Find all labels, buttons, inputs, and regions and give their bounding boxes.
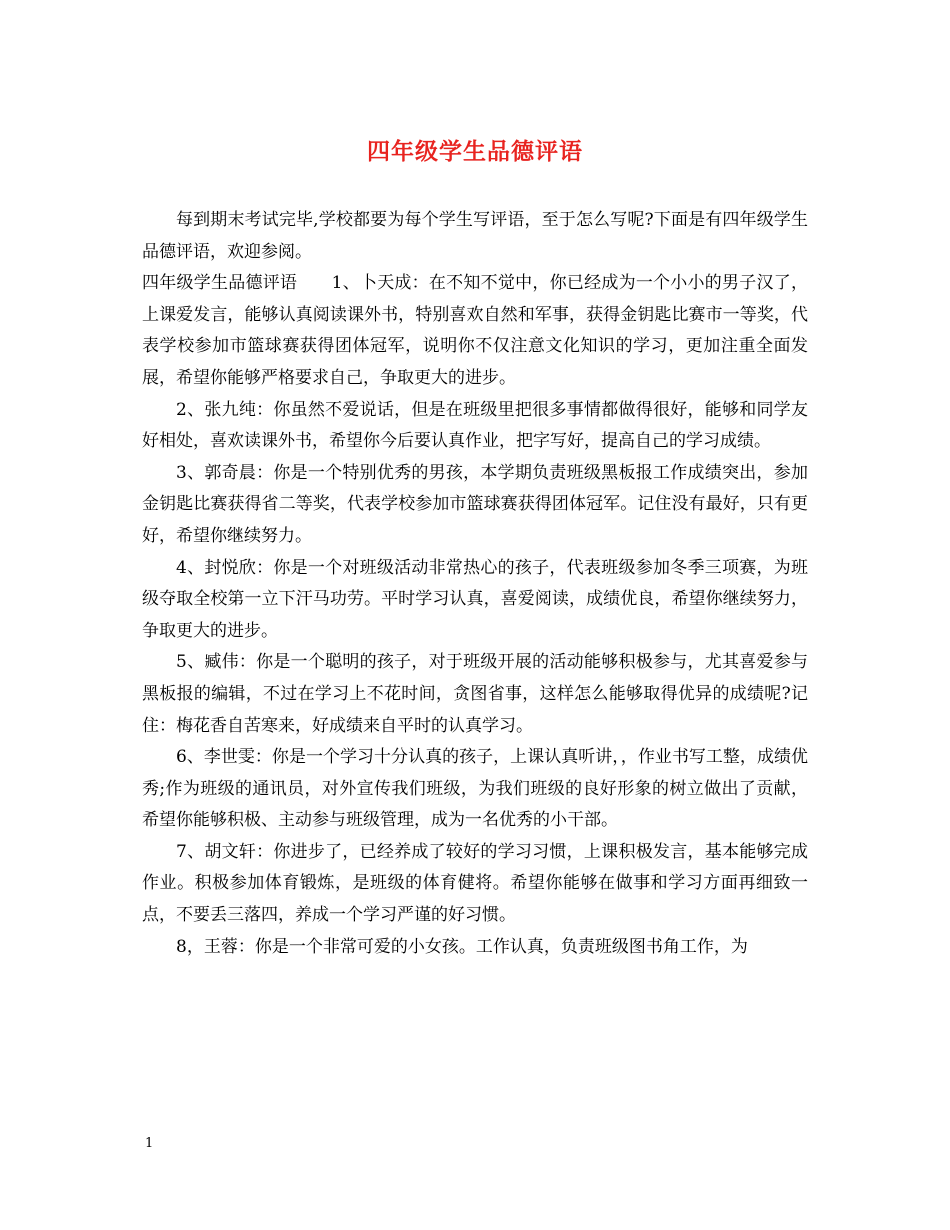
comment-paragraph-4: 4、封悦欣：你是一个对班级活动非常热心的孩子，代表班级参加冬季三项赛，为班级夺取全校第一立下汗马功劳。平时学习认真，喜爱阅读，成绩优良，希望你继续努力，争取更大的进步。 (142, 557, 808, 641)
comment-paragraph-5: 5、臧伟：你是一个聪明的孩子，对于班级开展的活动能够积极参与，尤其喜爱参与黑板报的编辑，不过在学习上不花时间，贪图省事，这样怎么能够取得优异的成绩呢?记住：梅花香自苦寒来，好成绩来自平时的认真学习。 (142, 652, 808, 736)
comment-paragraph-6: 6、李世雯：你是一个学习十分认真的孩子，上课认真听讲，，作业书写工整，成绩优秀;作为班级的通讯员，对外宣传我们班级，为我们班级的良好形象的树立做出了贡献，希望你能够积极、主动参与班级管理，成为一名优秀的小干部。 (142, 747, 808, 831)
comment-paragraph-2: 2、张九纯：你虽然不爱说话，但是在班级里把很多事情都做得很好，能够和同学友好相处，喜欢读课外书，希望你今后要认真作业，把字写好，提高自己的学习成绩。 (142, 399, 808, 452)
intro-paragraph: 每到期末考试完毕,学校都要为每个学生写评语，至于怎么写呢?下面是有四年级学生品德评语，欢迎参阅。 (142, 210, 808, 262)
comment-paragraph-1: 四年级学生品德评语 1、卜天成：在不知不觉中，你已经成为一个小小的男子汉了，上课爱发言，能够认真阅读课外书，特别喜欢自然和军事，获得金钥匙比赛市一等奖，代表学校参加市篮球赛获得团体冠军，说明你不仅注意文化知识的学习，更加注重全面发展，希望你能够严格要求自己，争取更大的进步。 (142, 273, 808, 388)
page-number: 1 (145, 1136, 154, 1151)
document-title: 四年级学生品德评语 (367, 138, 583, 165)
comment-paragraph-7: 7、胡文轩：你进步了，已经养成了较好的学习习惯，上课积极发言，基本能够完成作业。积极参加体育锻炼，是班级的体育健将。希望你能够在做事和学习方面再细致一点，不要丢三落四，养成一个学习严谨的好习惯。 (142, 841, 808, 926)
comment-paragraph-3: 3、郭奇晨：你是一个特别优秀的男孩，本学期负责班级黑板报工作成绩突出，参加金钥匙比赛获得省二等奖，代表学校参加市篮球赛获得团体冠军。记住没有最好，只有更好，希望你继续努力。 (142, 462, 808, 546)
comment-paragraph-8: 8，王蓉：你是一个非常可爱的小女孩。工作认真，负责班级图书角工作，为 (176, 936, 748, 957)
document-body (142, 205, 808, 963)
